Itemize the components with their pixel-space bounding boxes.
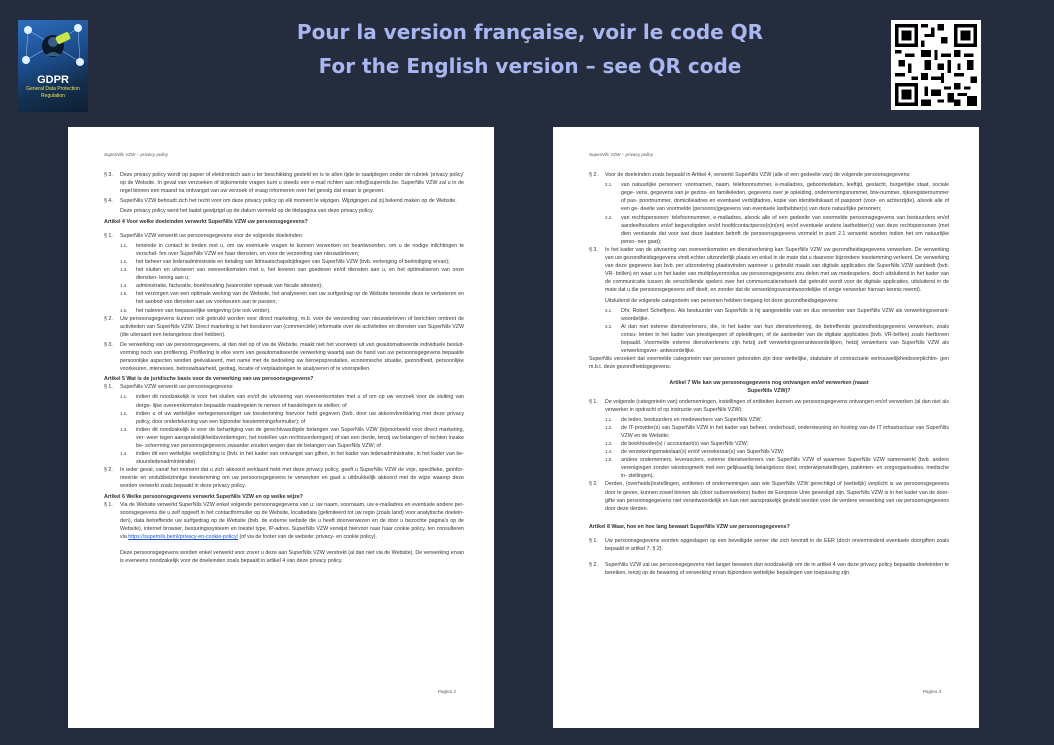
- logo-subtitle-1: General Data Protection: [26, 86, 80, 92]
- article-7-heading: [589, 379, 949, 395]
- item-number: 1.6.: [120, 307, 128, 313]
- article-7-heading-line-1: Artikel 7 Wie kan uw persoonsgegevens nog ontvangen en/of verwerken (naast: [669, 380, 869, 387]
- item-number: 2.1.: [605, 182, 613, 188]
- paragraph-text: Derden, (overheids)instellingen, entiteiten of ondernemingen aan wie SuperNils VZW gerechtigd of (wettelijk) verplicht is uw persoonsgegevens door te geven, kunnen zowel binnen als (door subverwerkers) buiten de Europese Unie gevestigd zijn. SuperNils VZW is in het kader van de door- gifte van persoonsgegevens niet verantwoordelijk en kan niet aansprakelijk gesteld worden voor de verdere verwerking van uw persoonsgegevens door deze derden.: [605, 481, 949, 512]
- paragraph: [589, 246, 949, 295]
- list-item: [605, 456, 949, 480]
- list-item: [605, 448, 949, 456]
- list-item: [120, 393, 464, 409]
- item-number: 1.3.: [120, 267, 128, 273]
- item-text: van rechtspersonen: telefoonnummer, e-mailadres, alsook alle of een gedeelte van voormelde persoonsgegevens van bestuurders en/of aandeelhouders en/of begunstigden en/of hoofdcontactperso(o)n(en) en/of eventuele andere lasthebber(s) van deze rechtspersonen (met dien verstande dat voor wat deze laatsten betreft de persoonsgegevens vermeld in punt 2.1 verwerkt worden indien het om natuurlijke perso- nen gaat);: [621, 214, 949, 245]
- article-6-heading: Artikel 6 Welke persoonsgegevens verwerkt SuperNils VZW en op welke wijze?: [104, 493, 303, 500]
- paragraph-text: Deze privacy policy wordt op papier of elektronisch aan u ter beschikking gesteld en is te allen tijde te raadplegen onder de rubriek 'privacy policy' op de Website. In geval van verzoeken of bijkomende vragen kunt u steeds een e-mail richten aan info@supernils.be. SuperNils VZW zal u in de regel binnen een maand na ontvangst van uw verzoek of vraag informeren over het gevolg dat eraan is gegeven.: [120, 172, 464, 195]
- item-number: 1.2.: [120, 258, 128, 264]
- paragraph: [104, 171, 464, 195]
- list-item: [120, 426, 464, 450]
- section-number: § 2.: [589, 172, 598, 179]
- paragraph-text: SuperNils VZW zal uw persoonsgegevens niet langer bewaren dan noodzakelijk om de in artikel 4 van deze privacy policy bepaalde doeleinden te bereiken, tenzij op de bewaring of verwerking ervan bijzondere wettelijke bepalingen van toepassing zijn.: [605, 562, 949, 577]
- list-item: [120, 266, 464, 282]
- paragraph: [104, 207, 464, 215]
- item-text: administratie, facturatie, boekhouding (waaronder opmaak van fiscale attesten);: [136, 283, 323, 290]
- item-text: het sluiten en uitvoeren van overeenkomsten met u, het leveren van goederen en/of diensten aan u, en het optimaliseren van onze diensten- lening aan u;: [136, 267, 464, 282]
- document-page-3: [553, 127, 979, 728]
- network-graphic-icon: [18, 20, 88, 80]
- gdpr-logo: [18, 20, 88, 112]
- article-5-heading: Artikel 5 Wat is de juridische basis voor de verwerking van uw persoonsgegevens?: [104, 376, 314, 383]
- headline-english: For the English version – see QR code: [318, 54, 742, 78]
- logo-title: GDPR: [37, 74, 69, 86]
- page-number: Pagina 3: [922, 688, 941, 694]
- paragraph: [104, 232, 464, 240]
- item-text: indien u of uw wettelijke vertegenwoordiger uw toestemming hiervoor hebt gegeven (bvb. door uw akkoordverklaring met deze privacy policy, door ondertekening van een bijzonder toestemmingsformulier); of: [136, 410, 464, 425]
- paragraph-text: SuperNils VZW verwerkt uw persoonsgegevens:: [120, 384, 234, 391]
- paragraph-text: Voor de doeleinden zoals bepaald in Artikel 4, verwerkt SuperNils VZW (alle of een gedeelte van) de volgende persoonsgegevens:: [605, 172, 911, 179]
- list-item: [120, 450, 464, 466]
- item-number: 1.4.: [120, 451, 128, 457]
- list-item: [120, 242, 464, 258]
- article-4-heading: Artikel 4 Voor welke doeleinden verwerkt SuperNils VZW uw persoonsgegevens?: [104, 218, 308, 225]
- section-number: § 4.: [104, 198, 113, 205]
- paragraph-text: In ieder geval, vanaf het moment dat u zich akkoord verklaard hebt met deze privacy policy, geeft u SuperNils VZW de vrije, specifieke, geïnfor- meerde en ondubbelzinnige toestemming om uw persoonsgegevens te verwerken en gaat u uitdrukkelijk akkoord met de wijze waarop deze worden verwerkt zoals bepaald in deze privacy policy.: [120, 467, 464, 490]
- item-text: de verzekeringsmakelaar(s) en/of verzekeraar(s) van SuperNils VZW;: [621, 449, 785, 456]
- paragraph: [589, 480, 949, 512]
- section-number: § 2.: [589, 562, 598, 569]
- headline-french: Pour la version française, voir le code QR: [296, 20, 764, 44]
- paragraph: [589, 355, 949, 371]
- item-text: de IT-provider(s) van SuperNils VZW in het kader van beheer, onderhoud, ondersteuning en hosting van de IT infrastructuur van SuperNils VZW en de Website;: [621, 424, 949, 439]
- item-text: van natuurlijke personen: voornamen, naam, telefoonnummer, e-mailadres, geboortedatum, leeftijd, geslacht, burgerlijke staat, sociale gege- vens, gegevens van je gezins- en familieleden, gegevens over je opleiding, ondernemingsnummer, btw-nummer, rijksregisternummer of pas- poortnummer, domicilieadres en eventueel verblijfadres, kopie van identiteitskaart of paspoort (voor- en achterzijde), alsook alle of een ge- deelte van voormelde (persoons)gegevens van eventuele lasthebber(s) van deze natuurlijke personen;: [621, 182, 949, 213]
- item-text: Al dan niet externe dienstverleners, die, in het kader van hun dienstverlening, de betreffende gezondheidsgegevens verwerken, zoals consu- lenten in het kader van prestigeopen of opleidingen, of de aanbieder van de digitale applicaties (bvb. VR-brillen) zoals hierboven bepaald. Voormelde externe dienstverleners zijn hetzij zelf verwerkingsverantwoordelijken, hetzij verwerkers van SuperNils VZW als verwerkingsver- antwoordelijke.: [621, 323, 949, 355]
- running-head: SuperNils VZW – privacy policy: [104, 152, 169, 157]
- paragraph-text-after-link: (of via de footer van de website: privacy- en cookie policy).: [238, 534, 378, 541]
- item-text: indien dit een wettelijke verplichting is (bvb. in het kader van ontvangst van giften, in het kader van ledenadministratie, in het kader van be- stuursledenadministratie).: [136, 451, 464, 466]
- cookie-policy-link[interactable]: https://supernils.be/nl/privacy-en-cookie-policy/: [128, 534, 239, 541]
- item-number: 1.1.: [120, 242, 128, 248]
- item-text: het beheer van ledenadministratie en betaling van lidmaatschapsbijdragen van SuperNils VZW (bvb. verlenging of beëindiging ervan);: [136, 258, 450, 265]
- item-number: 1.1.: [605, 416, 613, 422]
- list-item: [605, 181, 949, 213]
- item-number: 1.3.: [120, 426, 128, 432]
- list-item: [120, 410, 464, 426]
- paragraph: [589, 297, 949, 305]
- item-number: 1.2.: [605, 424, 613, 430]
- list-item: [120, 307, 464, 315]
- paragraph-text: [120, 501, 464, 541]
- item-number: 1.5.: [605, 457, 613, 463]
- item-text: het verzorgen van een optimale werking van de Website, het analyseren van uw surfgedrag op de Website teneinde deze te verbeteren en het aanbod van diensten aan uw voorkeuren aan te passen;: [136, 291, 464, 306]
- section-number: § 1.: [104, 384, 113, 391]
- section-number: § 1.: [104, 232, 113, 239]
- paragraph: [589, 398, 949, 414]
- article-8-heading: Artikel 8 Waar, hoe en hoe lang bewaart SuperNils VZW uw persoonsgegevens?: [589, 523, 790, 530]
- paragraph-text: De volgende (categorieën van) ondernemingen, instellingen of entiteiten kunnen uw persoonsgegevens ontvangen en/of verwerken (al dan niet als verwerker in opdracht of op instructie van SuperNils VZW):: [605, 398, 949, 413]
- item-text: de leden, bestuurders en medewerkers van SuperNils VZW;: [621, 416, 762, 423]
- list-item: [120, 290, 464, 306]
- item-text: indien dit noodzakelijk is voor het sluiten van en/of de uitvoering van overeenkomsten met u of om op uw verzoek voor de sluiting van derge- lijke overeenkomsten bepaalde maatregelen te nemen of handelingen te stellen; of: [136, 394, 464, 409]
- section-number: § 3.: [104, 172, 113, 179]
- paragraph: [104, 341, 464, 373]
- article-7-heading-line-2: SuperNils VZW)?: [747, 388, 791, 395]
- section-number: § 2.: [104, 315, 113, 322]
- item-number: 3.2.: [605, 323, 613, 329]
- item-number: 1.2.: [120, 410, 128, 416]
- paragraph: [589, 171, 949, 179]
- section-number: § 1.: [104, 501, 113, 508]
- item-number: 1.4.: [120, 283, 128, 289]
- list-item: [120, 258, 464, 266]
- paragraph-text: De verwerking van uw persoonsgegevens, al dan niet op of via de Website, maakt niet het voorwerp uit van geautomatiseerde individuele besluit- vorming noch van profilering. Profilering is elke vorm van geautomatiseerde verwerking waarbij aan de hand van uw persoonsgegevens bepaalde persoonlijke aspecten worden geëvalueerd, met name met de bedoeling uw beroepsprestaties, economische situatie, gezondheid, persoonlijke voorkeuren, interesses, betrouwbaarheid, gedrag, locatie of verplaatsingen te analyseren of te voorspellen.: [120, 341, 464, 373]
- item-number: 1.4.: [605, 449, 613, 455]
- list-item: [605, 416, 949, 424]
- document-page-2: [68, 127, 494, 728]
- section-number: [104, 549, 120, 565]
- list-item: [605, 424, 949, 440]
- paragraph-text: SuperNils verzekert dat voormelde categorieën van personen gebonden zijn door wettelijke, statutaire of contractuele vertrouwelijkheidsverplichtin- gen m.b.t. deze gezondheidsgegevens.: [589, 356, 949, 371]
- paragraph-text: SuperNils VZW behoudt zich het recht voor om deze privacy policy op elk moment te wijzigen. Wijzigingen zal zij bekend maken op de Website.: [120, 198, 457, 205]
- list-item: [605, 307, 949, 323]
- item-number: 3.1.: [605, 307, 613, 313]
- section-number: § 2.: [589, 481, 598, 488]
- paragraph: [589, 537, 949, 553]
- paragraph-text: Deze persoonsgegevens worden enkel verwerkt voor zover u deze aan SuperNils VZW verstrekt (al dan niet via de Website). De verwerking ervan is eveneens noodzakelijk voor de doeleinden zoals bepaald in artikel 4 van deze privacy policy.: [120, 550, 464, 565]
- section-number: [104, 207, 120, 215]
- list-item: [120, 282, 464, 290]
- paragraph: [104, 315, 464, 339]
- section-number: § 1.: [589, 537, 598, 544]
- paragraph: [104, 549, 464, 565]
- paragraph: [104, 466, 464, 490]
- item-number: 1.5.: [120, 291, 128, 297]
- running-head: SuperNils VZW – privacy policy: [589, 152, 654, 157]
- list-item: [605, 214, 949, 246]
- paragraph-text: Uw persoonsgegevens worden opgeslagen op een beveiligde server die zich bevindt in de EER (doch onverminderd eventuele doorgiften zoals bepaald in artikel 7, § 2).: [605, 537, 949, 553]
- page-number: Pagina 2: [437, 688, 456, 694]
- item-text: Dhr. Robert Schelfjens. Als bestuurder van SuperNils is hij aangestelde van en dus verwerker van SuperNils VZW als verwerkingsverant- woordelijke.: [621, 307, 949, 322]
- item-text: teneinde in contact te treden met u, om uw eventuele vragen te kunnen verwerken en beantwoorden, om u de nodige inlichtingen te verschaf- fen over SuperNils VZW en haar diensten, en voor de verzending van nieuwsbrieven;: [136, 242, 464, 257]
- paragraph-text: Uw persoonsgegevens kunnen ook gebruikt worden voor direct marketing, m.b. voor de verzending van nieuwsbrieven of berichten omtrent de activiteiten van SuperNils VZW. Direct marketing is het toesturen van (commerciële) informatie over de activiteiten en diensten van SuperNils VZW (die uiteraard een belangeloos doel hebben).: [120, 315, 464, 338]
- list-item: [605, 440, 949, 448]
- item-number: 1.1.: [120, 394, 128, 400]
- paragraph-text: Deze privacy policy werd het laatst gewijzigd op de datum vermeld op de titelpagina van deze privacy policy.: [120, 208, 374, 215]
- list-item: [605, 323, 949, 355]
- section-number: § 3.: [104, 341, 113, 348]
- qr-code-icon[interactable]: [891, 20, 981, 110]
- item-text: indien dit noodzakelijk is voor de behartiging van de gerechtvaardigde belangen van SuperNils VZW (bijvoorbeeld voor direct marketing, ver- weer tegen aansprakelijkheidsvorderingen, het instellen van rechtsvorderingen) of van een derde, tenzij uw belangen of rechten inzake be- scherming van persoonsgegevens zwaarder zouden wegen dan de belangen van SuperNils VZW; of: [136, 426, 464, 449]
- section-number: § 3.: [589, 246, 598, 253]
- item-text: het naleven van toepasselijke wetgeving (zie ook verder).: [136, 307, 271, 314]
- item-number: 1.3.: [605, 441, 613, 446]
- paragraph-text-before-link: Via de Website verwerkt SuperNils VZW enkel volgende persoonsgegevens van u: uw naam, voornaam, uw e-mailadres en eventuele andere per- soonsgegevens die u zelf opgeeft in het contactformulier op de Website, locatiedata (gelimiteerd tot uw regio (zoals land) voor analytische doelein- den), data betreffende uw surfgedrag op de Website (bvb. de externe website die u heeft doorverwezen en de door u bezochte pagina's op de Website), internet browser, besturingssysteem en toestel type, IP-adres. SuperNils VZW verwijst hiervoor naar haar cookie policy, ten consulteren via: [120, 501, 464, 541]
- paragraph: [104, 383, 464, 391]
- paragraph: [589, 561, 949, 577]
- item-text: de boekhouder(s) / accountant(s) van SuperNils VZW;: [621, 441, 749, 447]
- section-number: § 1.: [589, 398, 598, 405]
- paragraph-text: SuperNils VZW verwerkt uw persoonsgegevens voor de volgende doeleinden:: [120, 232, 304, 239]
- section-number: § 2.: [104, 467, 113, 474]
- item-number: 2.2.: [605, 214, 613, 220]
- paragraph: [104, 197, 464, 205]
- paragraph: [104, 501, 464, 541]
- paragraph-text: Uitsluitend de volgende categorieën van personen hebben toegang tot deze gezondheidsgegevens:: [605, 297, 839, 304]
- logo-subtitle-2: Regulation: [41, 93, 65, 99]
- item-text: andere ondernemers, leveranciers, externe dienstverleners van SuperNils VZW of waarmee SuperNils VZW samenwerkt (bvb. andere verenigingen zonder winstoogmerk met een gelijkaardig belangeloos doel, onderwijsinstellingen, patiënten- en zorgorganisaties, medische in- stellingen).: [621, 457, 949, 480]
- paragraph-text: In het kader van de uitvoering van overeenkomsten en dienstverlening kan SuperNils VZW uw gezondheidsgegevens verwerken. De verwerking van uw gezondheidsgegevens vindt echter uitzonderlijk plaats en enkel in de mate dat u daarvoor bijzondere toestemming verleent. De verwerking van deze gegevens kan bvb. per uitzondering plaatsvinden wanneer u gebruikt maakt van digitale applicaties die SuperNils VZW aanbiedt (bvb. VR- brillen) en waar u in het kader van multiplayermodus uw persoonsgegevens zou delen met uw medespelers, doch uitsluitend in het kader van de communicatie tussen de verschillende spelers over het communicatienetwerk dat gebruikt wordt voor de digitale applicaties, uitsluitend in de mate dat u die persoonsgegevens zelf deelt, en zonder dat de verwerkingsverantwoordelijke of enige verwerker hiervan kennis neemt).: [605, 246, 949, 294]
